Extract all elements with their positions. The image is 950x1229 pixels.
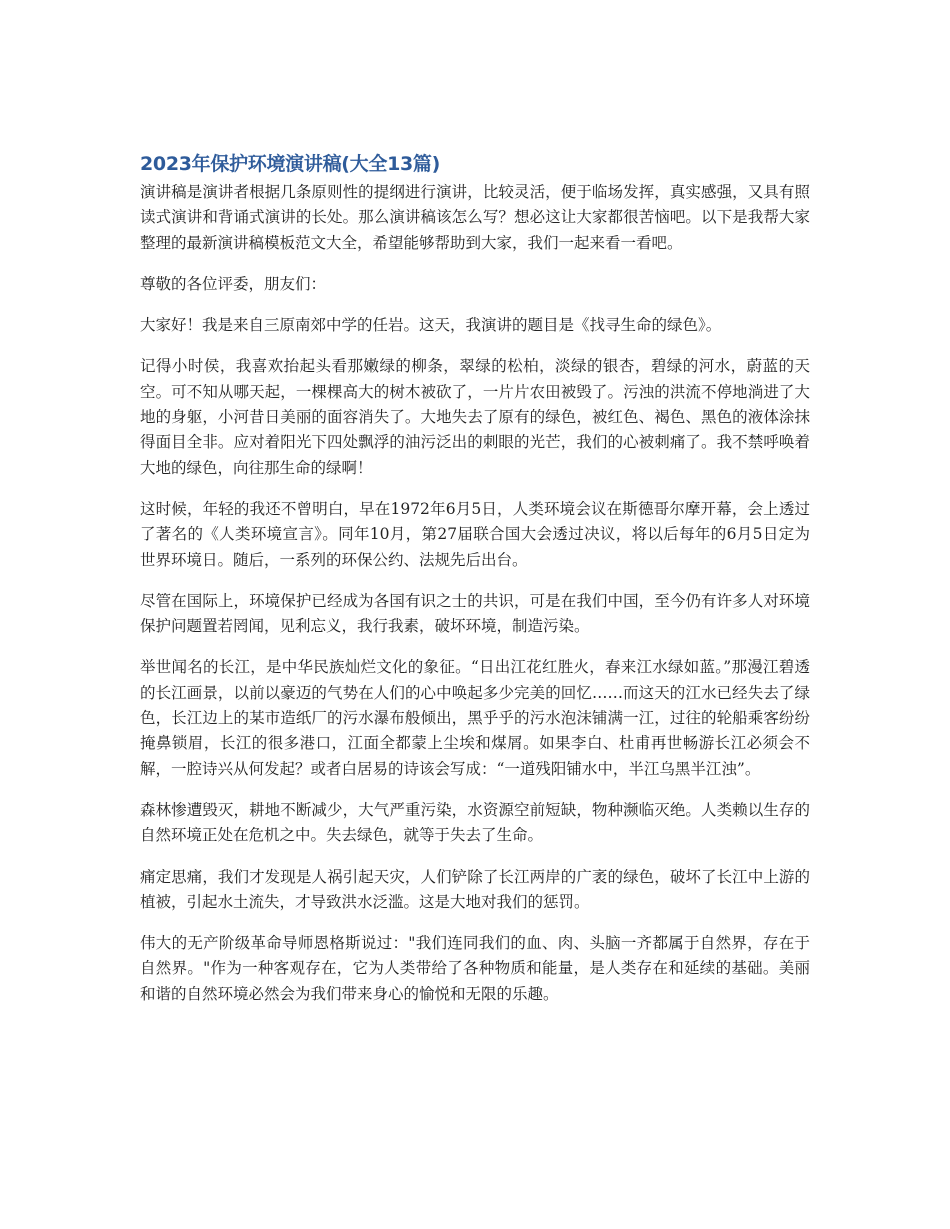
paragraph-childhood: 记得小时侯，我喜欢抬起头看那嫩绿的柳条，翠绿的松柏，淡绿的银杏，碧绿的河水，蔚蓝的天空。可不知从哪天起，一棵棵高大的树木被砍了，一片片农田被毁了。污浊的洪流不停地淌进了大地的身躯，小河昔日美丽的面容消失了。大地失去了原有的绿色，被红色、褐色、黑色的液体涂抹得面目全非。应对着阳光下四处飘浮的油污泛出的刺眼的光芒，我们的心被刺痛了。我不禁呼唤着大地的绿色，向往那生命的绿啊！ bbox=[140, 357, 810, 477]
paragraph-salutation: 尊敬的各位评委，朋友们： bbox=[140, 274, 327, 293]
paragraph-consensus: 尽管在国际上，环境保护已经成为各国有识之士的共识，可是在我们中国，至今仍有许多人对环境保护问题置若罔闻，见利忘义，我行我素，破坏环境，制造污染。 bbox=[140, 591, 810, 636]
paragraph-intro: 演讲稿是演讲者根据几条原则性的提纲进行演讲，比较灵活，便于临场发挥，真实感强，又具有照读式演讲和背诵式演讲的长处。那么演讲稿该怎么写？想必这让大家都很苦恼吧。以下是我帮大家整理的最新演讲稿模板范文大全，希望能够帮助到大家，我们一起来看一看吧。 bbox=[140, 183, 810, 252]
paragraph-crisis: 森林惨遭毁灭，耕地不断减少，大气严重污染，水资源空前短缺，物种濒临灭绝。人类赖以生存的自然环境正处在危机之中。失去绿色，就等于失去了生命。 bbox=[140, 800, 810, 845]
paragraph-engels: 伟大的无产阶级革命导师恩格斯说过："我们连同我们的血、肉、头脑一齐都属于自然界，存在于自然界。"作为一种客观存在，它为人类带给了各种物质和能量，是人类存在和延续的基础。美丽和谐的自然环境必然会为我们带来身心的愉悦和无限的乐趣。 bbox=[140, 934, 810, 1003]
document-title: 2023年保护环境演讲稿(大全13篇) bbox=[140, 153, 440, 175]
document-page bbox=[140, 150, 810, 1023]
paragraph-environment-day: 这时候，年轻的我还不曾明白，早在1972年6月5日，人类环境会议在斯德哥尔摩开幕，会上透过了著名的《人类环境宣言》。同年10月，第27届联合国大会透过决议，将以后每年的6月5日定为世界环境日。随后，一系列的环保公约、法规先后出台。 bbox=[140, 499, 810, 569]
paragraph-greeting: 大家好！我是来自三原南郊中学的任岩。这天，我演讲的题目是《找寻生命的绿色》。 bbox=[140, 316, 722, 335]
paragraph-yangtze: 举世闻名的长江，是中华民族灿烂文化的象征。“日出江花红胜火，春来江水绿如蓝。”那漫江碧透的长江画景，以前以豪迈的气势在人们的心中唤起多少完美的回忆……而这天的江水已经失去了绿色，长江边上的某市造纸厂的污水瀑布般倾出，黑乎乎的污水泡沫铺满一江，过往的轮船乘客纷纷掩鼻锁眉，长江的很多港口，江面全都蒙上尘埃和煤屑。如果李白、杜甫再世畅游长江必须会不解，一腔诗兴从何发起？或者白居易的诗该会写成：“一道残阳铺水中，半江乌黑半江浊”。 bbox=[140, 658, 810, 778]
paragraph-punishment: 痛定思痛，我们才发现是人祸引起天灾，人们铲除了长江两岸的广袤的绿色，破坏了长江中上游的植被，引起水土流失，才导致洪水泛滥。这是大地对我们的惩罚。 bbox=[140, 867, 810, 911]
